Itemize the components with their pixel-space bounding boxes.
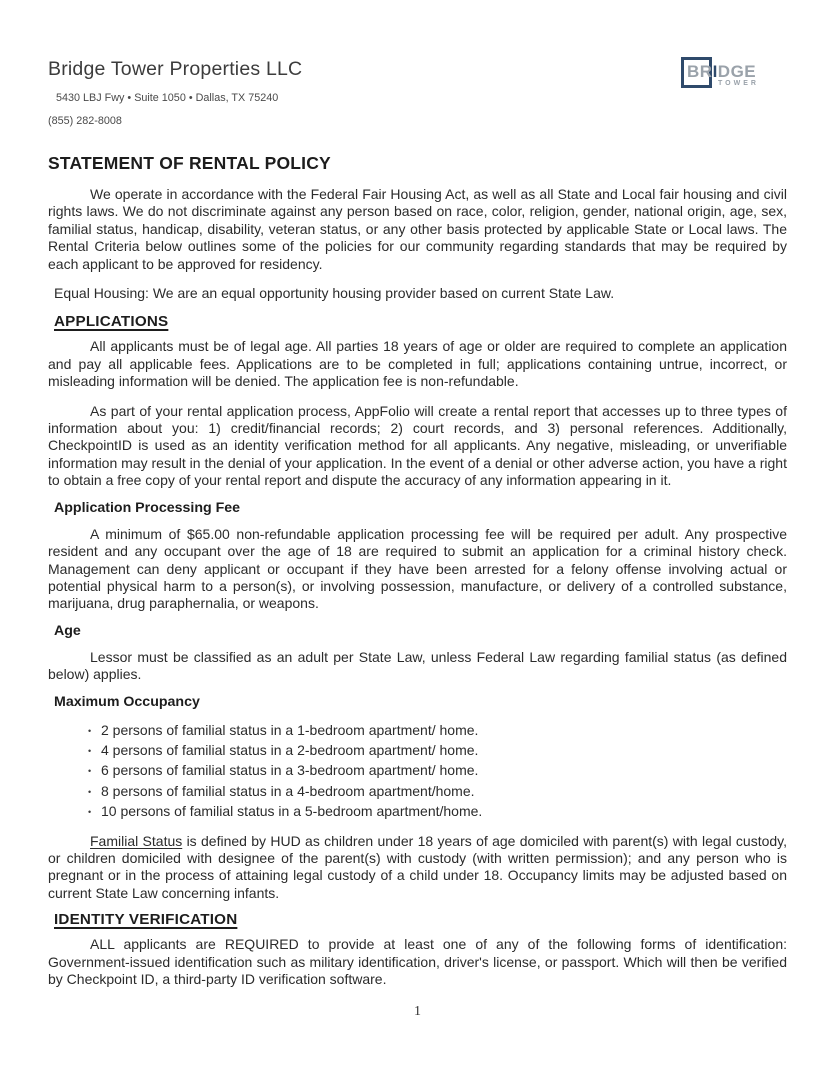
company-logo-icon <box>681 54 761 98</box>
letterhead <box>48 58 787 127</box>
familial-status-definition: is defined by HUD as children under 18 years of age domiciled with parent(s) with legal custody, or children domiciled with designee of the parent(s) with custody (with written permission); and any person who is pregnant or in the process of attaining legal custody of a child under 18. Occupancy limits may be adjusted based on current State Law concerning infants. <box>48 832 788 901</box>
familial-status-paragraph <box>48 833 787 903</box>
processing-fee-paragraph: A minimum of $65.00 non-refundable application processing fee will be required per adult. Any prospective resident and any occupant over the age of 18 are required to submit an application for a criminal history check. Management can deny applicant or occupant if they have been arrested for a felony offense involving actual or potential physical harm to a person(s), or involving possession, manufacture, or delivery of a controlled substance, marijuana, drug paraphernalia, or weapons. <box>48 525 787 612</box>
logo-letter-i: I <box>712 62 718 81</box>
page-title: STATEMENT OF RENTAL POLICY <box>48 153 331 173</box>
logo-tower-text: TOWER <box>718 80 759 87</box>
sub-heading-processing-fee: Application Processing Fee <box>54 499 241 516</box>
occupancy-list <box>88 720 787 822</box>
identity-verification-paragraph: ALL applicants are REQUIRED to provide at least one of any of the following forms of identification: Government-issued identification such as military identification, driver's license, or passport. Which will then be verified by Checkpoint ID, a third-party ID verification software. <box>48 936 787 987</box>
age-paragraph: Lessor must be classified as an adult per State Law, unless Federal Law regarding familial status (as defined below) applies. <box>48 648 787 683</box>
company-phone: (855) 282-8008 <box>48 115 122 127</box>
list-item: • 4 persons of familial status in a 2-bedroom apartment/ home. <box>88 740 787 760</box>
logo-letters-dge: DGE <box>717 62 757 81</box>
list-item: • 10 persons of familial status in a 5-bedroom apartment/home. <box>88 801 787 821</box>
familial-status-term: Familial Status <box>90 832 183 849</box>
equal-housing-statement: Equal Housing: We are an equal opportunity housing provider based on current State Law. <box>54 285 615 302</box>
page-number: 1 <box>414 1004 421 1020</box>
intro-paragraph: We operate in accordance with the Federal Fair Housing Act, as well as all State and Local fair housing and civil rights laws. We do not discriminate against any person based on race, color, religion, gender, national origin, age, sex, familial status, handicap, disability, veteran status, or any other basis protected by applicable State or Local laws. The Rental Criteria below outlines some of the policies for our community regarding standards that may be required by each applicant to be approved for residency. <box>48 186 787 272</box>
sub-heading-age: Age <box>54 622 81 639</box>
sub-heading-maximum-occupancy: Maximum Occupancy <box>54 693 200 710</box>
logo-letters-br: BR <box>687 62 713 81</box>
section-heading-identity-verification: IDENTITY VERIFICATION <box>54 911 238 929</box>
list-item: • 6 persons of familial status in a 3-bedroom apartment/ home. <box>88 760 787 780</box>
logo-wordmark <box>687 62 756 82</box>
list-item: • 8 persons of familial status in a 4-bedroom apartment/home. <box>88 781 787 801</box>
company-address: 5430 LBJ Fwy • Suite 1050 • Dallas, TX 75240 <box>56 92 279 104</box>
company-name: Bridge Tower Properties LLC <box>48 58 303 80</box>
list-item: • 2 persons of familial status in a 1-bedroom apartment/ home. <box>88 720 787 740</box>
applications-paragraph-1: All applicants must be of legal age. All parties 18 years of age or older are required to complete an application and pay all applicable fees. Applications are to be completed in full; applications containing untrue, incorrect, or misleading information will be denied. The application fee is non-refundable. <box>48 338 787 390</box>
applications-paragraph-2: As part of your rental application process, AppFolio will create a rental report that accesses up to three types of information about you: 1) credit/financial records; 2) court records, and 3) personal references. Additionally, CheckpointID is used as an identity verification method for all applicants. Any negative, misleading, or unverifiable information may result in the denial of your application. In the event of a denial or other adverse action, you have a right to obtain a free copy of your rental report and dispute the accuracy of any information appearing in it. <box>48 402 787 489</box>
section-heading-applications: APPLICATIONS <box>54 313 169 331</box>
